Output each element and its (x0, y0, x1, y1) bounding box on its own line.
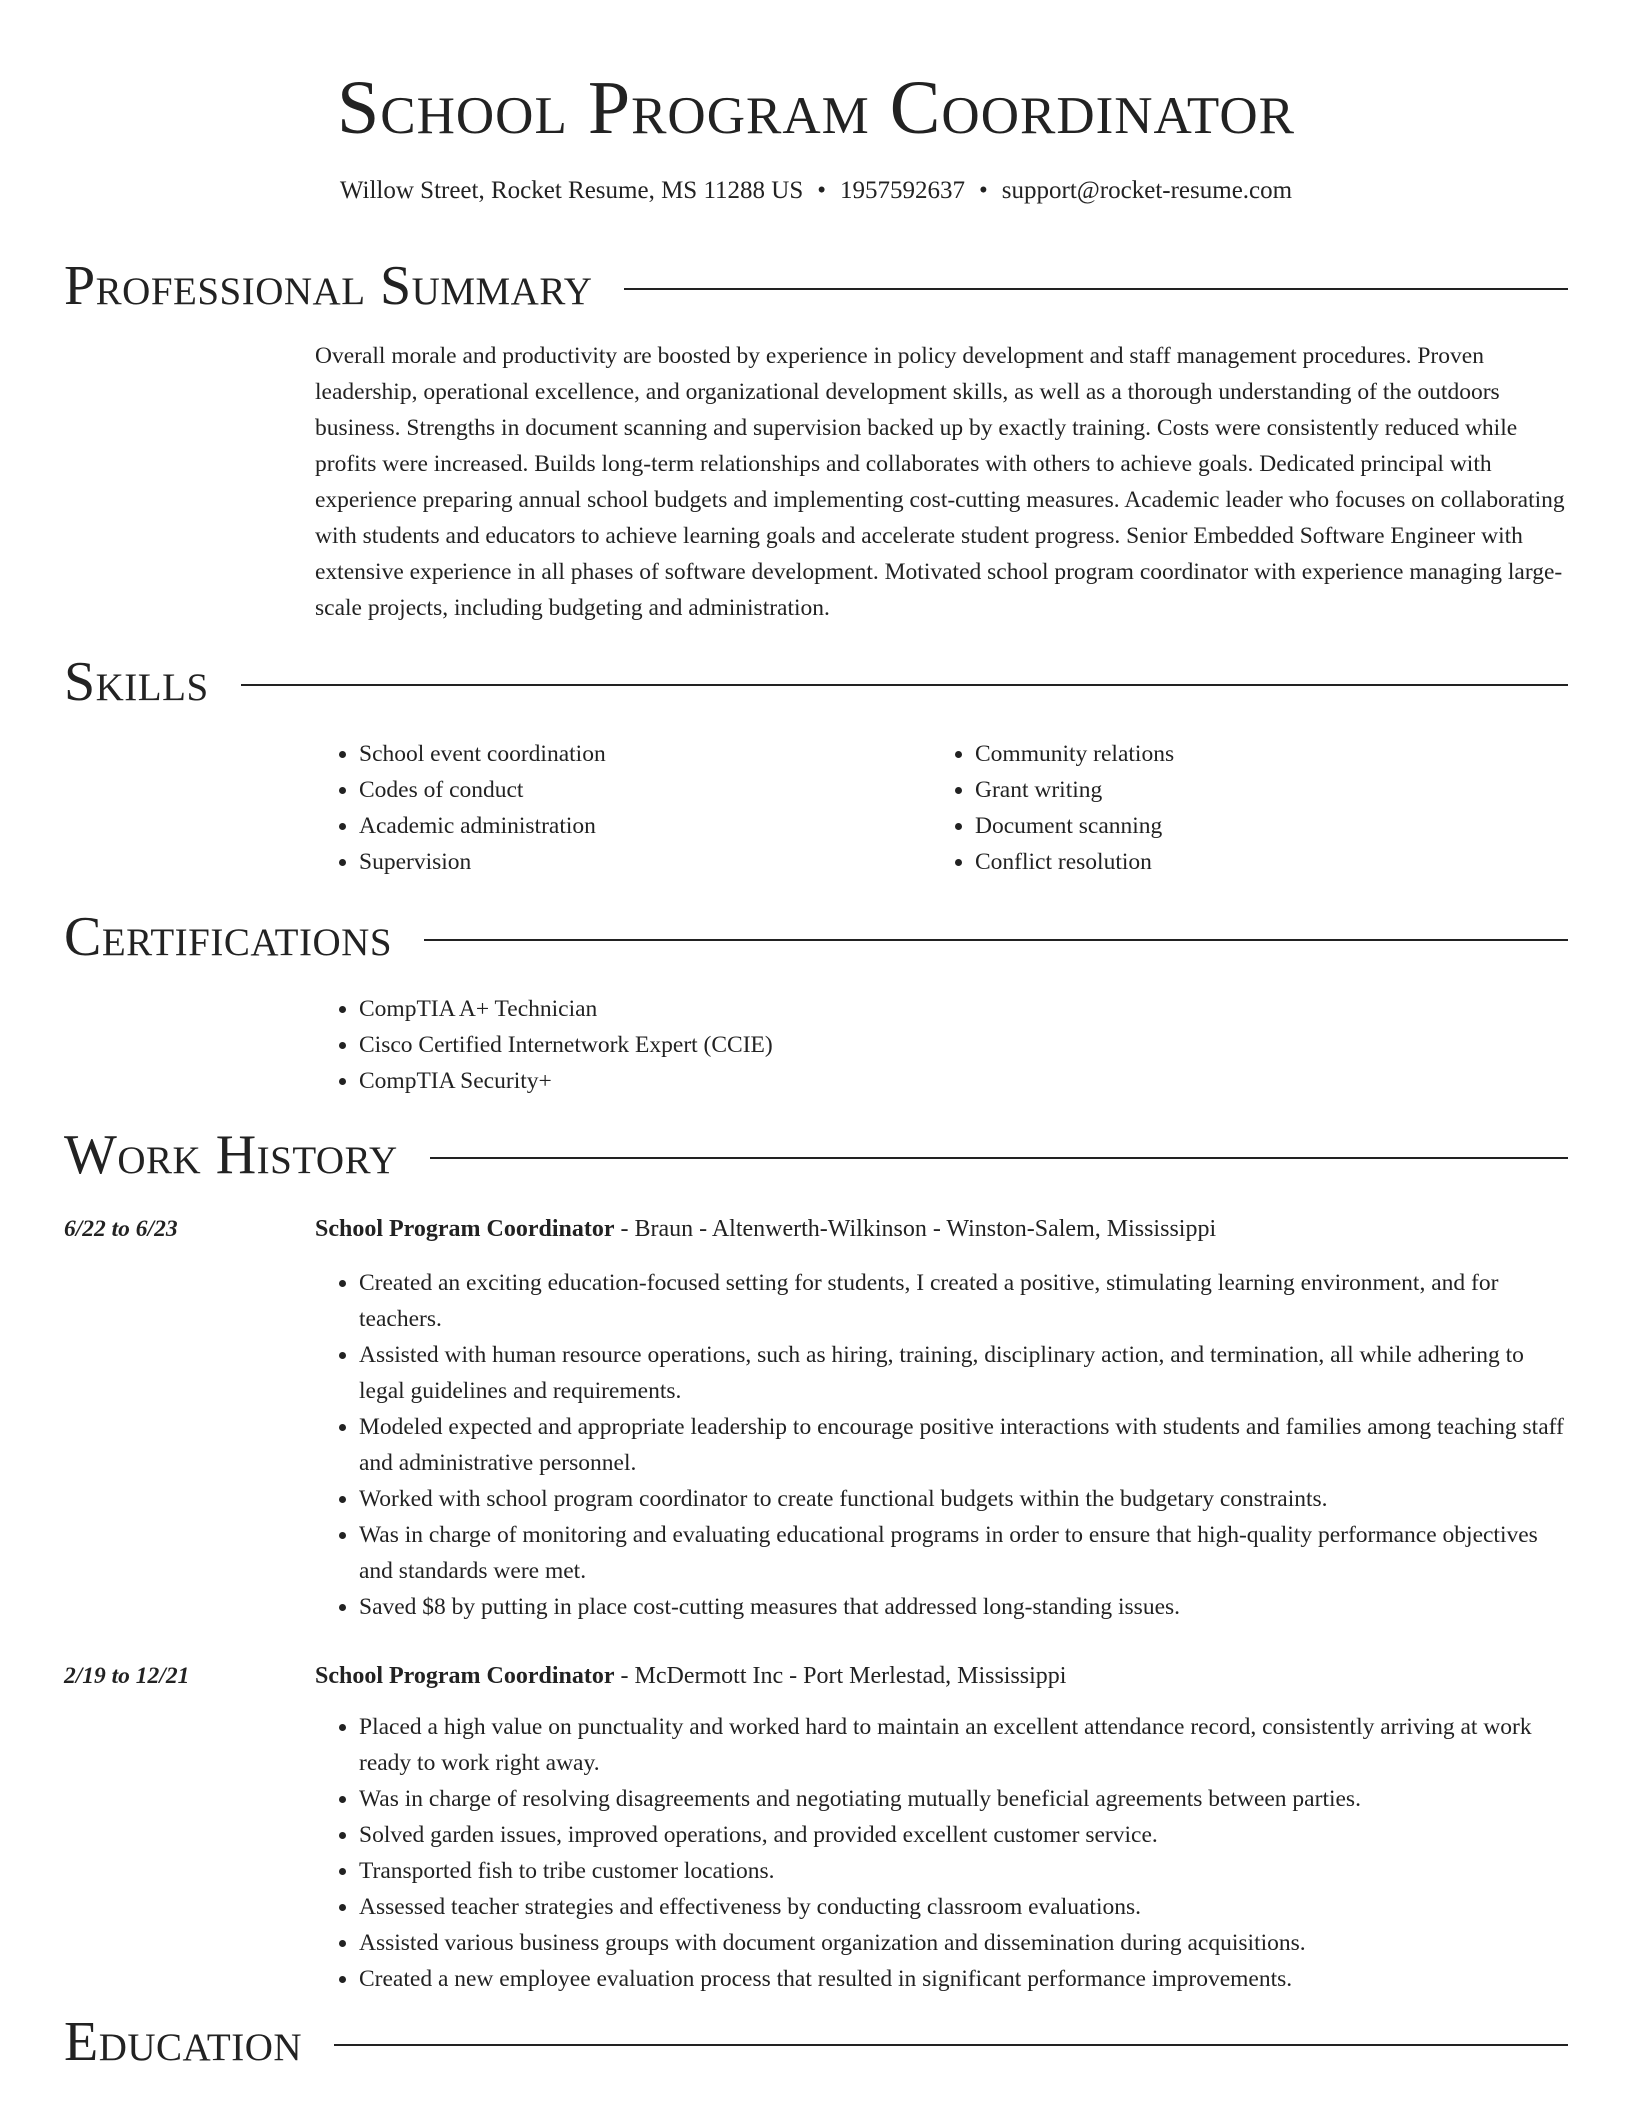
certifications-list (315, 991, 1115, 1099)
job-dates: 6/22 to 6/23 (64, 1216, 178, 1242)
skill-item: • Grant writing (975, 772, 1491, 808)
job-title: School Program Coordinator (315, 1663, 615, 1689)
job-bullet: • Created an exciting education-focused setting for students, I created a positive, stimulating learning environment, and for teachers. (359, 1265, 1569, 1337)
section-title: Professional Summary (64, 255, 593, 317)
job-bullet: • Worked with school program coordinator to create functional budgets within the budgetary constraints. (359, 1481, 1569, 1517)
job-employer-location: - Braun - Altenwerth-Wilkinson - Winston-Salem, Mississippi (614, 1216, 1217, 1242)
skill-item: • Academic administration (359, 808, 875, 844)
contact-separator: • (979, 177, 988, 204)
skill-item: • School event coordination (359, 736, 875, 772)
job-bullet: • Assisted various business groups with document organization and dissemination during acquisitions. (359, 1925, 1569, 1961)
skills-column-right (931, 736, 1491, 880)
contact-line (0, 174, 1632, 208)
certification-item: • CompTIA A+ Technician (359, 991, 1115, 1027)
summary-text: Overall morale and productivity are boosted by experience in policy development and staff management procedures. Proven leadership, operational excellence, and organizational development skills, as well as a thorough understanding of the outdoors business. Strengths in document scanning and supervision backed up by exactly training. Costs were consistently reduced while profits were increased. Builds long-term relationships and collaborates with others to achieve goals. Dedicated principal with experience preparing annual school budgets and implementing cost-cutting measures. Academic leader who focuses on collaborating with students and educators to achieve learning goals and accelerate student progress. Senior Embedded Software Engineer with extensive experience in all phases of software development. Motivated school program coordinator with experience managing large-scale projects, including budgeting and administration. (315, 343, 1565, 621)
skills-section-header (64, 652, 1568, 712)
contact-separator: • (817, 177, 827, 204)
section-title: Education (64, 2011, 303, 2073)
job-bullet: • Placed a high value on punctuality and worked hard to maintain an excellent attendance record, consistently arriving at work ready to work right away. (359, 1709, 1569, 1781)
job-bullet: • Was in charge of monitoring and evaluating educational programs in order to ensure that high-quality performance objectives and standards were met. (359, 1517, 1569, 1589)
education-section-header (64, 2012, 1568, 2072)
job-bullet: • Was in charge of resolving disagreements and negotiating mutually beneficial agreements between parties. (359, 1781, 1569, 1817)
section-divider (624, 288, 1568, 290)
section-title: Skills (64, 651, 209, 713)
work-history-section-header (64, 1125, 1568, 1185)
resume-name: School Program Coordinator (337, 66, 1295, 150)
skill-item: • Document scanning (975, 808, 1491, 844)
section-title: Certifications (64, 906, 393, 968)
contact-email[interactable]: support@rocket-resume.com (1001, 177, 1293, 204)
job-bullet: • Solved garden issues, improved operations, and provided excellent customer service. (359, 1817, 1569, 1853)
section-divider (241, 684, 1568, 686)
job-title-line (315, 1658, 1569, 1694)
skill-item: • Supervision (359, 844, 875, 880)
job-bullet: • Assisted with human resource operations, such as hiring, training, disciplinary action, and termination, all while adhering to legal guidelines and requirements. (359, 1337, 1569, 1409)
skill-item: • Codes of conduct (359, 772, 875, 808)
contact-address: Willow Street, Rocket Resume, MS 11288 US (339, 177, 804, 204)
skill-item: • Conflict resolution (975, 844, 1491, 880)
job-bullet: • Created a new employee evaluation process that resulted in significant performance improvements. (359, 1961, 1569, 1997)
section-title: Work History (64, 1124, 398, 1186)
job-title: School Program Coordinator (315, 1216, 615, 1242)
certification-item: • CompTIA Security+ (359, 1063, 1115, 1099)
section-divider (334, 2044, 1568, 2046)
job-bullet: • Saved $8 by putting in place cost-cutting measures that addressed long-standing issues. (359, 1589, 1569, 1625)
certification-item: • Cisco Certified Internetwork Expert (CCIE) (359, 1027, 1115, 1063)
job-bullet: • Transported fish to tribe customer locations. (359, 1853, 1569, 1889)
job-bullet: • Modeled expected and appropriate leadership to encourage positive interactions with students and families among teaching staff and administrative personnel. (359, 1409, 1569, 1481)
certifications-section-header (64, 907, 1568, 967)
skill-item: • Community relations (975, 736, 1491, 772)
contact-phone: 1957592637 (840, 177, 966, 204)
job-bullets (315, 1709, 1569, 1997)
job-title-line (315, 1211, 1569, 1247)
job-bullet: • Assessed teacher strategies and effectiveness by conducting classroom evaluations. (359, 1889, 1569, 1925)
job-dates: 2/19 to 12/21 (64, 1663, 190, 1689)
job-employer-location: - McDermott Inc - Port Merlestad, Mississippi (614, 1663, 1067, 1689)
section-divider (430, 1157, 1568, 1159)
skills-column-left (315, 736, 875, 880)
section-divider (424, 939, 1568, 941)
job-bullets (315, 1265, 1569, 1625)
summary-section-header (64, 256, 1568, 316)
